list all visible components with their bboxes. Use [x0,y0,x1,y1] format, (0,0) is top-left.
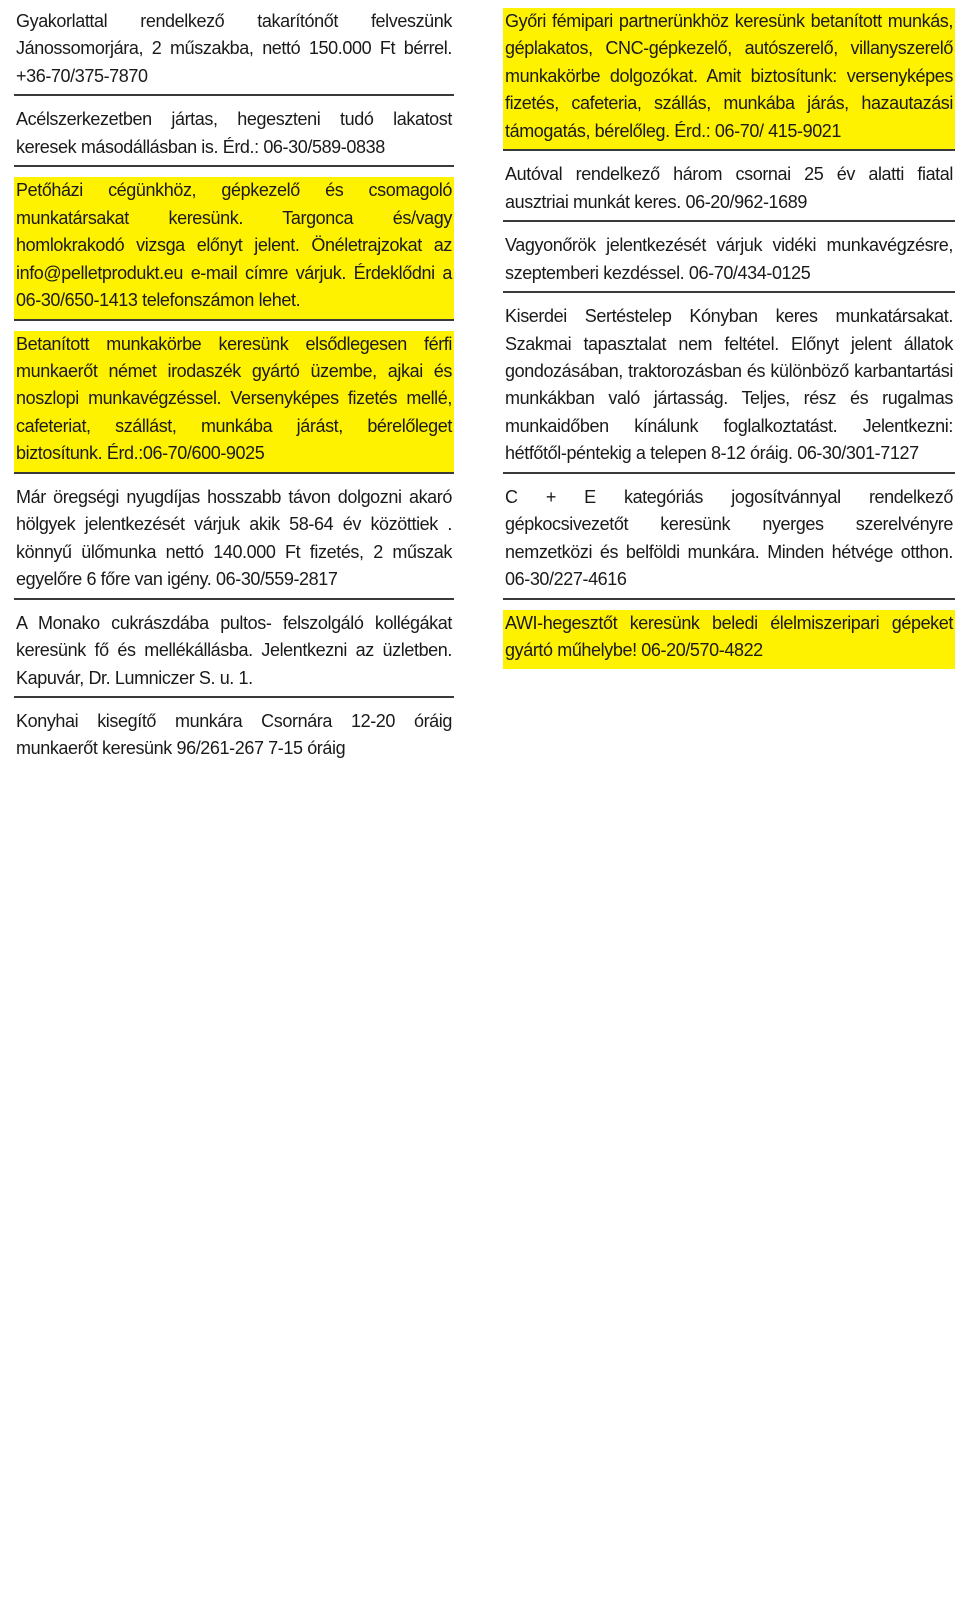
ad-cleaner [14,8,454,96]
ad-text: C + E kategóriás jogosítvánnyal rendelkező gépkocsivezetőt keresünk nyerges szerelvényre nemzetközi és belföldi munkára. Minden hétvége otthon. 06-30/227-4616 [505,486,953,590]
ad-text: Kiserdei Sertéstelep Kónyban keres munkatársakat. Szakmai tapasztalat nem feltétel. Előnyt jelent állatok gondozásában, traktorozásban és különböző karbantartási munkákban való jártasság. Teljes, rész és rugalmas munkaidőben kínálunk foglalkoztatást. Jelentkezni: hétfőtől-péntekig a telepen 8-12 óráig. 06-30/301-7127 [505,306,953,464]
ad-pig-farm [503,303,955,474]
ad-confectionery [14,610,454,698]
ad-text: Vagyonőrök jelentkezését várjuk vidéki munkavégzésre, szeptemberi kezdéssel. 06-70/434-0125 [505,235,953,283]
ad-trained-worker [14,331,454,474]
ad-locksmith [14,106,454,167]
ad-text: Acélszerkezetben jártas, hegeszteni tudó lakatost keresek másodállásban is. Érd.: 06-30/589-0838 [16,109,452,157]
ad-text: Autóval rendelkező három csornai 25 év alatti fiatal ausztriai munkát keres. 06-20/962-1689 [505,164,953,212]
ad-pensioners [14,484,454,600]
ad-text: AWI-hegesztőt keresünk beledi élelmiszeripari gépeket gyártó műhelybe! 06-20/570-4822 [505,612,953,661]
ad-text: Petőházi cégünkhöz, gépkezelő és csomagoló munkatársakat keresünk. Targonca és/vagy homlokrakodó vizsga előnyt jelent. Önéletrajzokat az info@pelletprodukt.eu e-mail címre várjuk. Érdeklődni a 06-30/650-1413 telefonszámon lehet. [16,180,452,311]
ad-metal-industry [503,8,955,151]
ad-truck-driver [503,484,955,600]
ad-text: A Monako cukrászdába pultos- felszolgáló kollégákat keresünk fő és mellékállásba. Jelentkezni az üzletben. Kapuvár, Dr. Lumniczer S. u. 1. [16,612,452,688]
ad-kitchen-helper [14,708,454,767]
right-column [503,8,955,1605]
ad-young-workers [503,161,955,222]
ad-text: Betanított munkakörbe keresünk elsődlegesen férfi munkaerőt német irodaszék gyártó üzembe, ajkai és noszlopi munkavégzéssel. Versenyképes fizetés mellé, cafeteriat, szállást, munkába járást, bérelőleget biztosítunk. Érd.:06-70/600-9025 [16,333,452,464]
ad-machine-operator [14,177,454,320]
ad-text: Már öregségi nyugdíjas hosszabb távon dolgozni akaró hölgyek jelentkezését várjuk akik 58-64 év közöttiek . könnyű ülőmunka nettó 140.000 Ft fizetés, 2 műszak egyelőre 6 főre van igény. 06-30/559-2817 [16,486,452,590]
left-column [14,8,454,1605]
ad-text: Győri fémipari partnerünkhöz keresünk betanított munkás, géplakatos, CNC-gépkezelő, autószerelő, villanyszerelő munkakörbe dolgozókat. Amit biztosítunk: versenyképes fizetés, cafeteria, szállás, munkába járás, hazautazási támogatás, bérelőleg. Érd.: 06-70/ 415-9021 [505,11,953,141]
ad-security-guards [503,232,955,293]
ad-welder [503,610,955,669]
ad-text: Gyakorlattal rendelkező takarítónőt felveszünk Jánossomorjára, 2 műszakba, nettó 150.000 Ft bérrel. +36-70/375-7870 [16,11,452,86]
ad-text: Konyhai kisegítő munkára Csornára 12-20 óráig munkaerőt keresünk 96/261-267 7-15 óráig [16,710,452,759]
